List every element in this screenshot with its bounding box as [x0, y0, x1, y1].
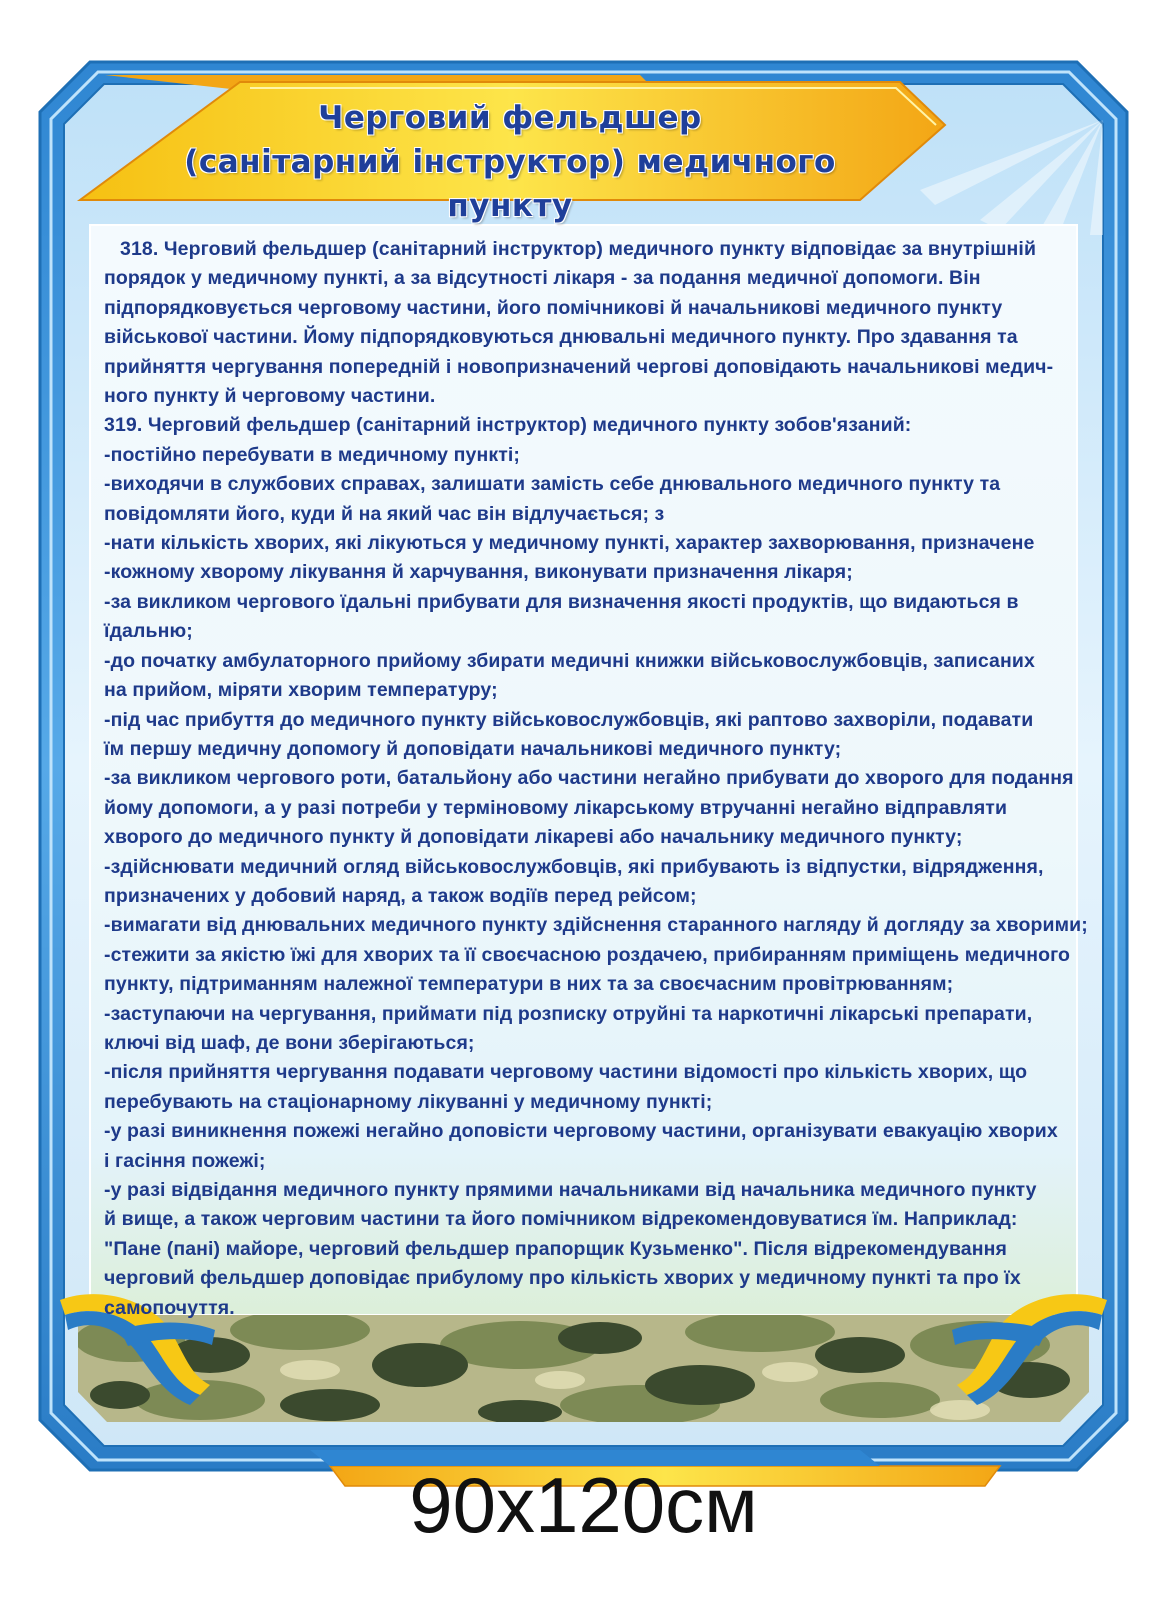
text-line: -у разі відвідання медичного пункту прямими начальниками від начальника медичного пункту — [104, 1179, 1037, 1201]
text-line: і гасіння пожежі; — [104, 1149, 266, 1172]
text-line: -до початку амбулаторного прийому збирати медичні книжки військовослужбовців, записаних — [104, 649, 1035, 672]
text-line: -вимагати від днювальних медичного пункту здійснення старанного нагляду й догляду за хворими; — [104, 914, 1088, 937]
text-line: хворого до медичного пункту й доповідати лікареві або начальнику медичного пункту; — [104, 826, 963, 849]
text-line: -за викликом чергового їдальні прибувати для визначення якості продуктів, що видаються в — [104, 590, 1019, 613]
text-line: -у разі виникнення пожежі негайно доповісти черговому частини, організувати евакуацію хворих — [104, 1120, 1058, 1143]
text-line: їм першу медичну допомогу й доповідати начальникові медичного пункту; — [104, 737, 842, 760]
text-line: -постійно перебувати в медичному пункті; — [104, 443, 520, 466]
text-line: військової частини. Йому підпорядковуються днювальні медичного пункту. Про здавання та — [104, 326, 1018, 349]
text-line: прийняття чергування попередній і новопризначений чергові доповідають начальникові медич- — [104, 355, 1054, 378]
text-line: -нати кількість хворих, які лікуються у медичному пункті, характер захворювання, призначене — [104, 532, 1035, 555]
regulation-text — [104, 235, 1088, 1323]
poster-title — [120, 96, 900, 228]
text-line: 318. Черговий фельдшер (санітарний інструктор) медичного пункту відповідає за внутрішній — [120, 238, 1037, 260]
text-line: й вище, а також черговим частини та його помічником відрекомендовуватися їм. Наприклад: — [104, 1208, 1018, 1231]
text-line: ного пункту й черговому частини. — [104, 385, 436, 408]
text-line: повідомляти його, куди й на який час він відлучається; з — [104, 502, 665, 525]
text-line: підпорядковується черговому частини, його помічникові й начальникові медичного пункту — [104, 296, 1003, 319]
text-line: -під час прибуття до медичного пункту військовослужбовців, які раптово захворіли, подавати — [104, 708, 1034, 731]
text-line: порядок у медичному пункті, а за відсутності лікаря - за подання медичної допомоги. Він — [104, 267, 981, 290]
text-line: пункту, підтриманням належної температури в них та за своєчасним провітрюванням; — [104, 973, 954, 996]
title-line-1: Черговий фельдшер — [318, 100, 702, 136]
text-line: "Пане (пані) майоре, черговий фельдшер прапорщик Кузьменко". Після відрекомендування — [104, 1237, 1007, 1260]
text-line: перебувають на стаціонарному лікуванні у медичному пункті; — [104, 1090, 713, 1113]
text-line: черговий фельдшер доповідає прибулому про кількість хворих у медичному пункті та про їх — [104, 1267, 1021, 1290]
text-line: -стежити за якістю їжі для хворих та її своєчасною роздачею, прибиранням приміщень медичного — [104, 943, 1071, 966]
text-line: -після прийняття чергування подавати черговому частини відомості про кількість хворих, що — [104, 1061, 1028, 1084]
text-line: на прийом, міряти хворим температуру; — [104, 679, 498, 702]
text-line: -за викликом чергового роти, батальйону або частини негайно прибувати до хворого для подання — [104, 767, 1074, 790]
text-line: -здійснювати медичний огляд військовослужбовців, які прибувають із відпустки, відрядження, — [104, 855, 1044, 878]
text-line: 319. Черговий фельдшер (санітарний інструктор) медичного пункту зобов'язаний: — [104, 414, 912, 437]
text-line: -заступаючи на чергування, приймати під розписку отруйні та наркотичні лікарські препарати, — [104, 1002, 1033, 1025]
size-label: 90х120см — [409, 1461, 758, 1549]
text-line: призначених у добовий наряд, а також водіїв перед рейсом; — [104, 884, 697, 907]
text-line: -виходячи в службових справах, залишати замість себе днювального медичного пункту та — [104, 473, 1001, 496]
text-line: ключі від шаф, де вони зберігаються; — [104, 1031, 475, 1054]
text-line: йому допомоги, а у разі потреби у терміновому лікарському втручанні негайно відправляти — [104, 796, 1008, 819]
text-line: їдальню; — [104, 620, 193, 643]
title-line-2: (санітарний інструктор) медичного пункту — [184, 144, 836, 224]
text-line: -кожному хворому лікування й харчування, виконувати призначення лікаря; — [104, 561, 853, 584]
text-line: самопочуття. — [104, 1296, 235, 1319]
